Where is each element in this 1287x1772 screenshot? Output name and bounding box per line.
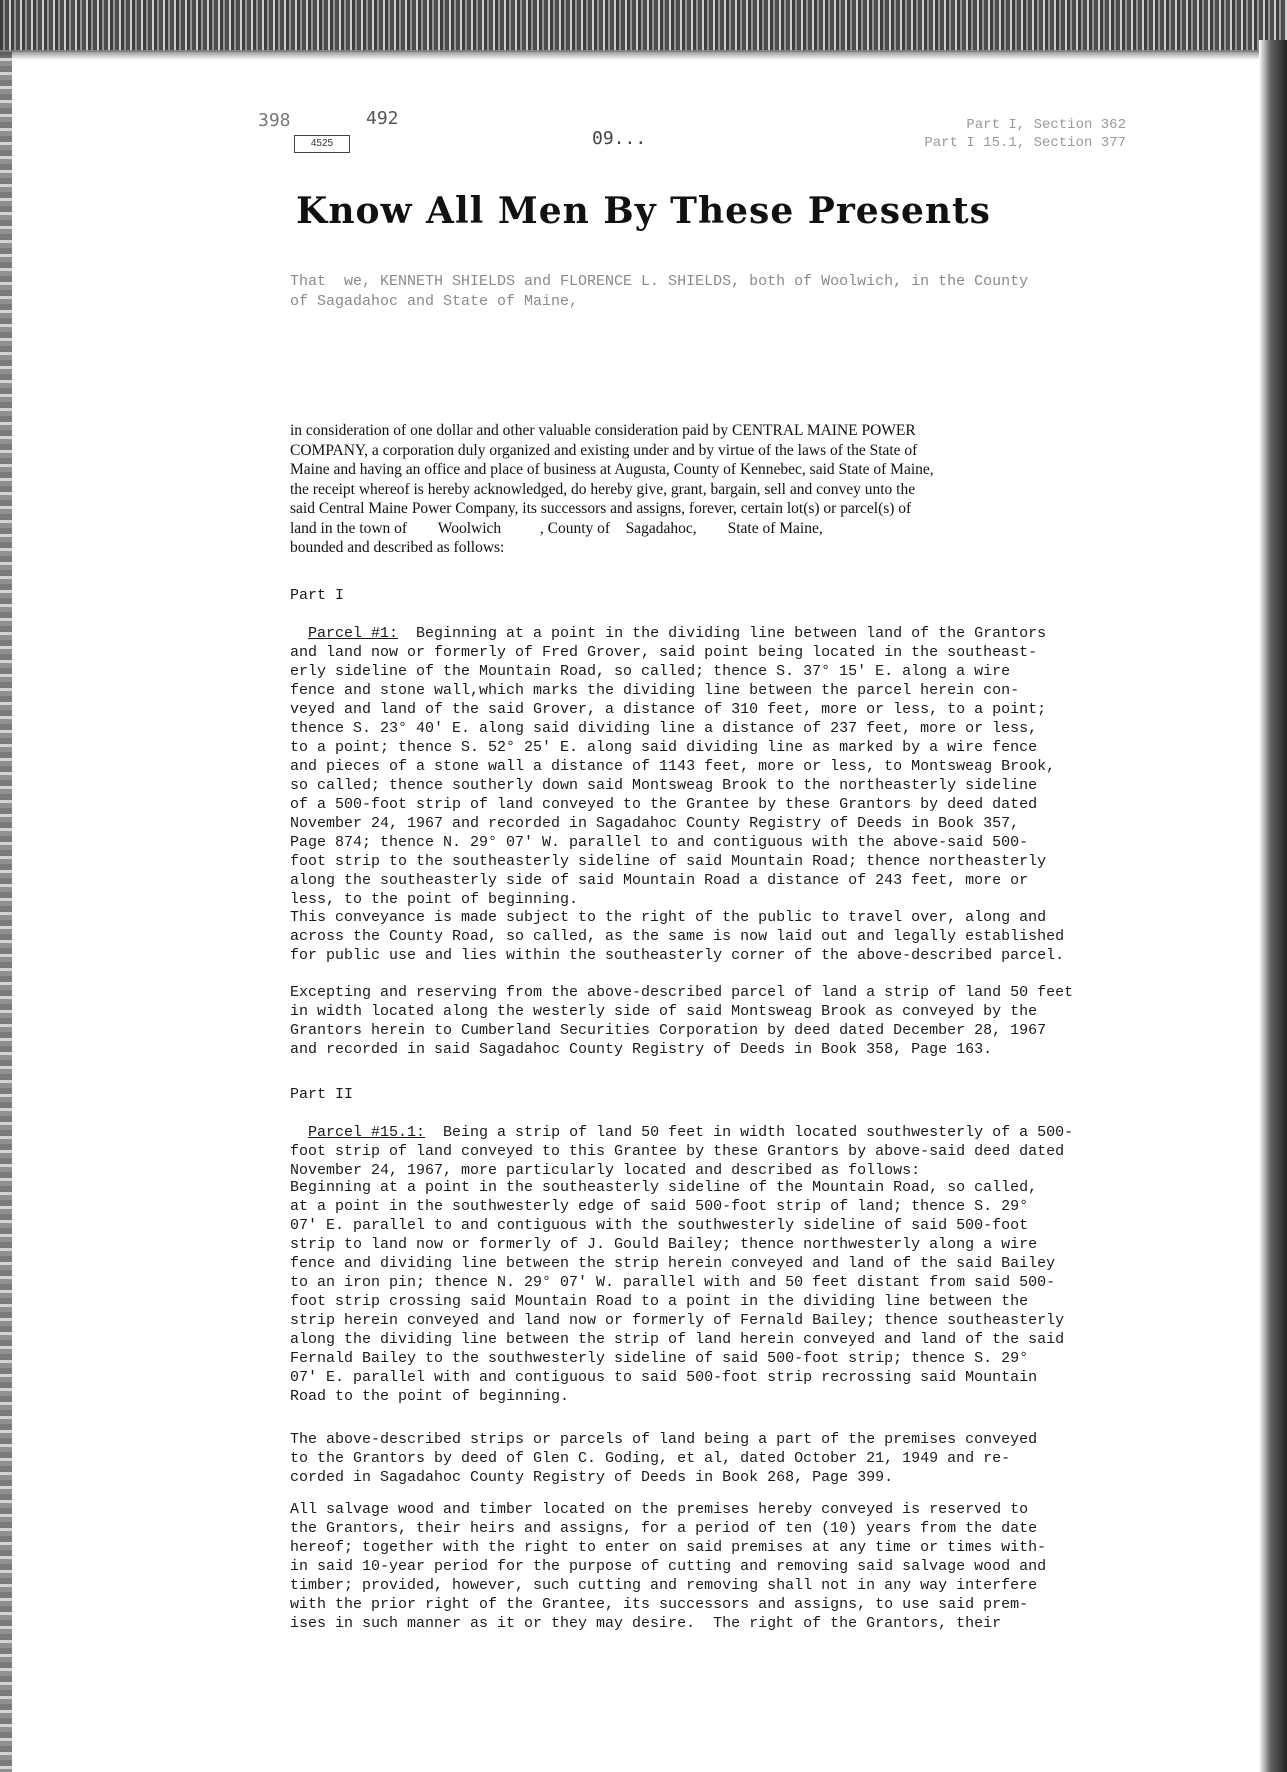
- beginning-paragraph: Beginning at a point in the southeasterly sideline of the Mountain Road, so called, at a point in the southwesterly edge of said 500-foot strip of land; thence S. 29° 07' E. parallel to and contiguous with the southwesterly sideline of said 500-foot strip to land now or formerly of J. Gould Bailey; thence northwesterly along a wire fence and dividing line between the strip herein conveyed and land of the said Bailey to an iron pin; thence N. 29° 07' W. parallel with and 50 feet distant from said 500- foot strip crossing said Mountain Road to a point in the dividing line between the strip herein conveyed and land now or formerly of Fernald Bailey; thence southeasterly along the dividing line between the strip of land herein conveyed and land of the said Fernald Bailey to the southwesterly sideline of said 500-foot strip; thence S. 29° 07' E. parallel with and contiguous to said 500-foot strip recrossing said Mountain Road to the point of beginning.: [290, 1179, 1065, 1405]
- ref-number-left: 398: [258, 110, 291, 131]
- section-stamp: [886, 116, 1126, 152]
- parcel-1-paragraph: [290, 605, 1120, 909]
- salvage-paragraph: All salvage wood and timber located on the premises hereby conveyed is reserved to the Grantors, their heirs and assigns, for a period of ten (10) years from the date hereof; together with the right to enter on said premises at any time or times with- in said 10-year period for the purpose of cutting and removing said salvage wood and timber; provided, however, such cutting and removing shall not in any way interfere with the prior right of the Grantee, its successors and assigns, to use said prem- ises in such manner as it or they may desire. The right of the Grantors, their: [290, 1501, 1047, 1632]
- parcel-2-paragraph: [290, 1104, 1120, 1180]
- page-title: Know All Men By These Presents: [296, 190, 991, 232]
- consideration-paragraph: in consideration of one dollar and other valuable consideration paid by CENTRAL MAINE POWER COMPANY, a corporation duly organized and existing under and by virtue of the laws of the State of Maine and having an office and place of business at Augusta, County of Kennebec, said State of Maine, the receipt whereof is hereby acknowledged, do hereby give, grant, bargain, sell and convey unto the said Central Maine Power Company, its successors and assigns, forever, certain lot(s) or parcel(s) of land in the town of Woolwich , County of Sagadahoc, State of Maine, bounded and described as follows:: [290, 422, 934, 556]
- parcel-1-label: Parcel #1:: [308, 625, 399, 642]
- center-stamp: 09...: [592, 128, 647, 149]
- section-stamp-line2: Part I 15.1, Section 377: [924, 135, 1126, 151]
- ref-number-page: 492: [366, 108, 399, 129]
- conveyance-paragraph: This conveyance is made subject to the right of the public to travel over, along and across the County Road, so called, as the same is now laid out and legally established for public use and lies within the southeasterly corner of the above-described parcel.: [290, 909, 1065, 964]
- part-2-heading: Part II: [290, 1086, 354, 1103]
- scan-top-border: [0, 0, 1287, 52]
- section-stamp-line1: Part I, Section 362: [966, 117, 1126, 133]
- scan-right-border: [1259, 40, 1287, 1772]
- parcel-1-text: Beginning at a point in the dividing line between land of the Grantors and land now or formerly of Fred Grover, said point being located in the southeast- erly sideline of the Mountain Road, so called; thence S. 37° 15' E. along a wire fence and stone wall,which marks the dividing line between the parcel herein con- veyed and land of the said Grover, a distance of 310 feet, more or less, to a point; thence S. 23° 40' E. along said dividing line a distance of 237 feet, more or less, to a point; thence S. 52° 25' E. along said dividing line as marked by a wire fence and pieces of a stone wall a distance of 1143 feet, more or less, to Montsweag Brook, so called; thence southerly down said Montsweag Brook to the northeasterly sideline of a 500-foot strip of land conveyed to the Grantee by these Grantors by deed dated November 24, 1967 and recorded in Sagadahoc County Registry of Deeds in Book 357, Page 874; thence N. 29° 07' W. parallel to and contiguous with the above-said 500- foot strip to the southeasterly sideline of said Mountain Road; thence northeasterly along the southeasterly side of said Mountain Road a distance of 243 feet, more or less, to the point of beginning.: [290, 625, 1056, 908]
- parcel-2-text: Being a strip of land 50 feet in width located southwesterly of a 500- foot strip of land conveyed to this Grantee by these Grantors by above-said deed dated November 24, 1967, more particularly located and described as follows:: [290, 1124, 1074, 1179]
- parcel-2-label: Parcel #15.1:: [308, 1124, 426, 1141]
- above-described-paragraph: The above-described strips or parcels of land being a part of the premises conveyed to the Grantors by deed of Glen C. Goding, et al, dated October 21, 1949 and re- corded in Sagadahoc County Registry of Deeds in Book 268, Page 399.: [290, 1431, 1038, 1486]
- excepting-paragraph: Excepting and reserving from the above-described parcel of land a strip of land 50 feet in width located along the westerly side of said Montsweag Brook as conveyed by the Grantors herein to Cumberland Securities Corporation by deed dated December 28, 1967 and recorded in said Sagadahoc County Registry of Deeds in Book 358, Page 163.: [290, 984, 1074, 1058]
- scan-left-border: [0, 52, 12, 1772]
- grantors-line-1: That we, KENNETH SHIELDS and FLORENCE L. SHIELDS, both of Woolwich, in the County: [290, 273, 1029, 290]
- ref-box: 4525: [294, 135, 350, 153]
- part-1-heading: Part I: [290, 587, 345, 604]
- grantors-line-2: of Sagadahoc and State of Maine,: [290, 293, 579, 310]
